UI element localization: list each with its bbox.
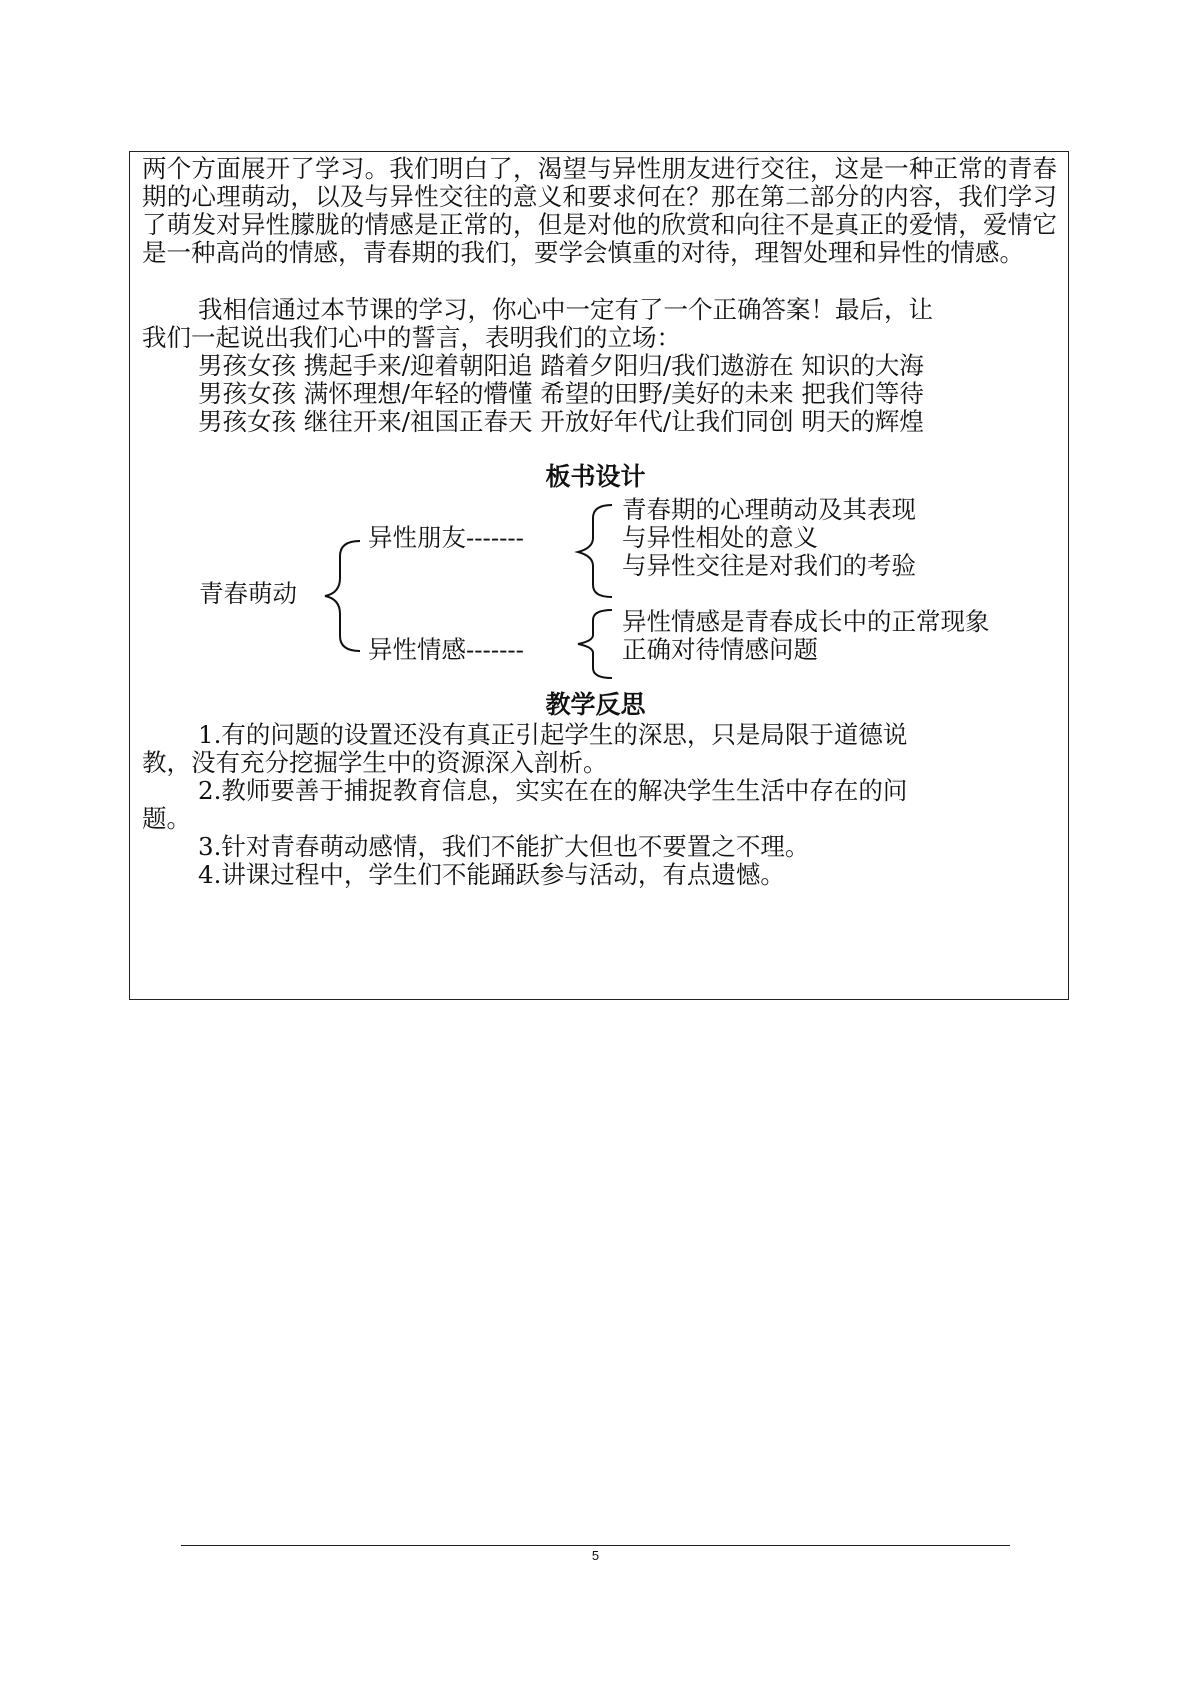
branch1-brace: [578, 505, 612, 597]
closing-paragraph-line-1: 我相信通过本节课的学习，你心中一定有了一个正确答案！最后，让: [198, 295, 933, 324]
oath-line-1: 男孩女孩 携起手来/迎着朝阳追 踏着夕阳归/我们遨游在 知识的大海: [198, 351, 924, 380]
board-root: 青春萌动: [199, 579, 297, 608]
board-branch-friends: 异性朋友-------: [368, 523, 524, 552]
board-branch-friends-item-2: 与异性相处的意义: [622, 523, 818, 552]
reflection-item-1-line-2: 教，没有充分挖掘学生中的资源深入剖析。: [142, 748, 608, 777]
page-number: 5: [591, 1548, 600, 1563]
board-branch-feelings-item-1: 异性情感是青春成长中的正常现象: [622, 607, 990, 636]
reflection-heading: 教学反思: [545, 690, 646, 719]
board-branch-feelings: 异性情感-------: [368, 635, 524, 664]
board-design-heading: 板书设计: [545, 462, 646, 491]
reflection-item-1-line-1: 1.有的问题的设置还没有真正引起学生的深思，只是局限于道德说: [198, 720, 908, 749]
board-branch-friends-item-3: 与异性交往是对我们的考验: [622, 551, 916, 580]
reflection-item-3: 3.针对青春萌动感情，我们不能扩大但也不要置之不理。: [198, 832, 810, 861]
board-branch-feelings-item-2: 正确对待情感问题: [622, 635, 818, 664]
branch2-brace: [578, 610, 612, 678]
board-braces: [0, 0, 1191, 700]
reflection-item-2-line-2: 题。: [142, 804, 191, 833]
closing-paragraph-line-2: 我们一起说出我们心中的誓言，表明我们的立场：: [142, 323, 681, 352]
reflection-item-4: 4.讲课过程中，学生们不能踊跃参与活动，有点遗憾。: [198, 860, 785, 889]
footer-divider: [181, 1545, 1010, 1546]
summary-paragraph: 两个方面展开了学习。我们明白了，渴望与异性朋友进行交往，这是一种正常的青春期的心理萌动，以及与异性交往的意义和要求何在？那在第二部分的内容，我们学习了萌发对异性朦胧的情感是正常的，但是对他的欣赏和向往不是真正的爱情，爱情它是一种高尚的情感，青春期的我们，要学会慎重的对待，理智处理和异性的情感。: [142, 154, 1057, 267]
root-brace: [325, 541, 360, 651]
board-branch-friends-item-1: 青春期的心理萌动及其表现: [622, 495, 916, 524]
oath-line-3: 男孩女孩 继往开来/祖国正春天 开放好年代/让我们同创 明天的辉煌: [198, 407, 924, 436]
reflection-item-2-line-1: 2.教师要善于捕捉教育信息，实实在在的解决学生生活中存在的问: [198, 776, 908, 805]
oath-line-2: 男孩女孩 满怀理想/年轻的懵懂 希望的田野/美好的未来 把我们等待: [198, 379, 924, 408]
